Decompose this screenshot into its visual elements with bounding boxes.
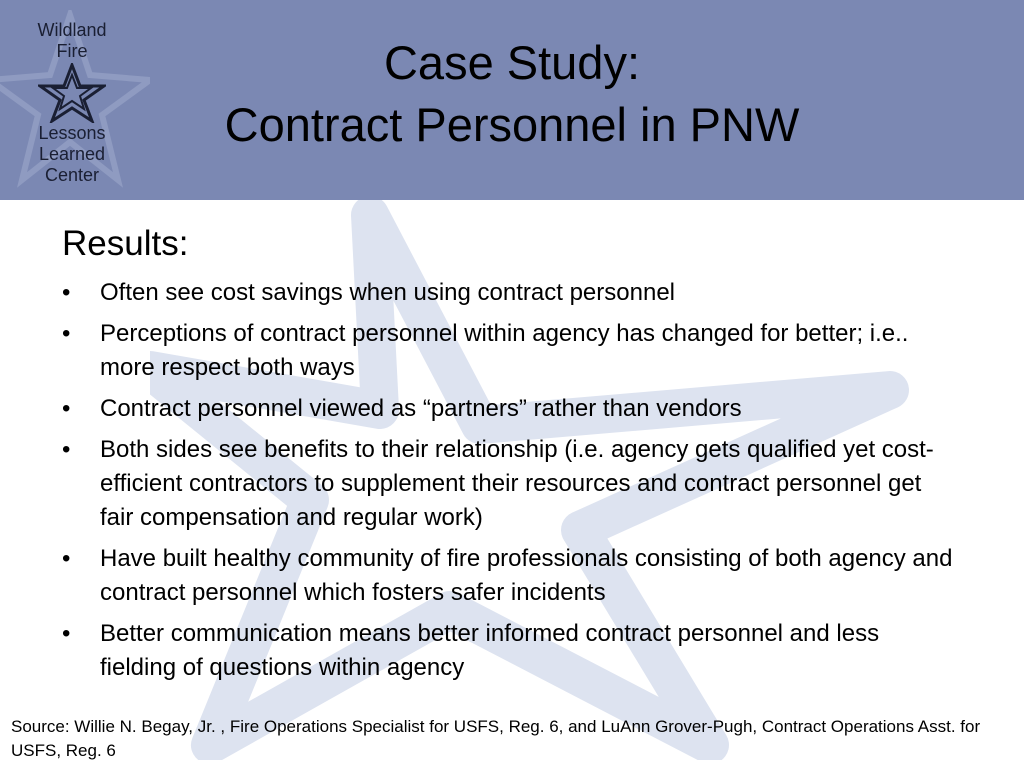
source-citation: Source: Willie N. Begay, Jr. , Fire Operations Specialist for USFS, Reg. 6, and LuAnn Grover-Pugh, Contract Operations Asst. for USFS, Reg. 6 xyxy=(11,717,981,760)
list-item xyxy=(62,392,960,426)
logo-text-top xyxy=(20,20,124,62)
logo-line-learned: Learned xyxy=(38,144,106,164)
list-item xyxy=(62,433,960,535)
list-item xyxy=(62,542,960,610)
bullet-text: Perceptions of contract personnel within agency has changed for better; i.e.. more respect both ways xyxy=(100,320,909,381)
header-banner xyxy=(0,0,1024,200)
slide-title xyxy=(150,32,874,156)
bullet-icon: • xyxy=(62,395,71,422)
list-item xyxy=(62,276,960,310)
logo-line-lessons: Lessons xyxy=(38,123,106,143)
slide-content xyxy=(62,222,962,692)
bullet-text: Contract personnel viewed as “partners” rather than vendors xyxy=(100,395,742,422)
bullet-icon: • xyxy=(62,279,71,306)
results-heading: Results: xyxy=(62,224,189,263)
bullet-text: Better communication means better informed contract personnel and less fielding of questions within agency xyxy=(100,620,880,681)
bullet-icon: • xyxy=(62,620,71,647)
slide-title-line-1: Case Study: xyxy=(383,36,641,89)
star-icon xyxy=(38,63,106,123)
bullet-icon: • xyxy=(62,436,71,463)
logo-line-center: Center xyxy=(44,165,100,185)
bullet-text: Often see cost savings when using contract personnel xyxy=(100,279,675,306)
logo-line-wildland: Wildland xyxy=(37,20,107,40)
bullet-text: Have built healthy community of fire professionals consisting of both agency and contract personnel which fosters safer incidents xyxy=(100,545,953,606)
bullet-icon: • xyxy=(62,545,71,572)
bullet-text: Both sides see benefits to their relationship (i.e. agency gets qualified yet cost-efficient contractors to supplement their resources and contract personnel get fair compensation and regular work) xyxy=(100,436,934,531)
logo-text-bottom xyxy=(20,123,124,186)
slide-title-line-2: Contract Personnel in PNW xyxy=(224,98,800,151)
results-list xyxy=(62,276,962,685)
list-item xyxy=(62,617,960,685)
logo-line-fire: Fire xyxy=(56,41,88,61)
bullet-icon: • xyxy=(62,320,71,347)
wildland-fire-logo xyxy=(0,0,150,200)
list-item xyxy=(62,317,960,385)
